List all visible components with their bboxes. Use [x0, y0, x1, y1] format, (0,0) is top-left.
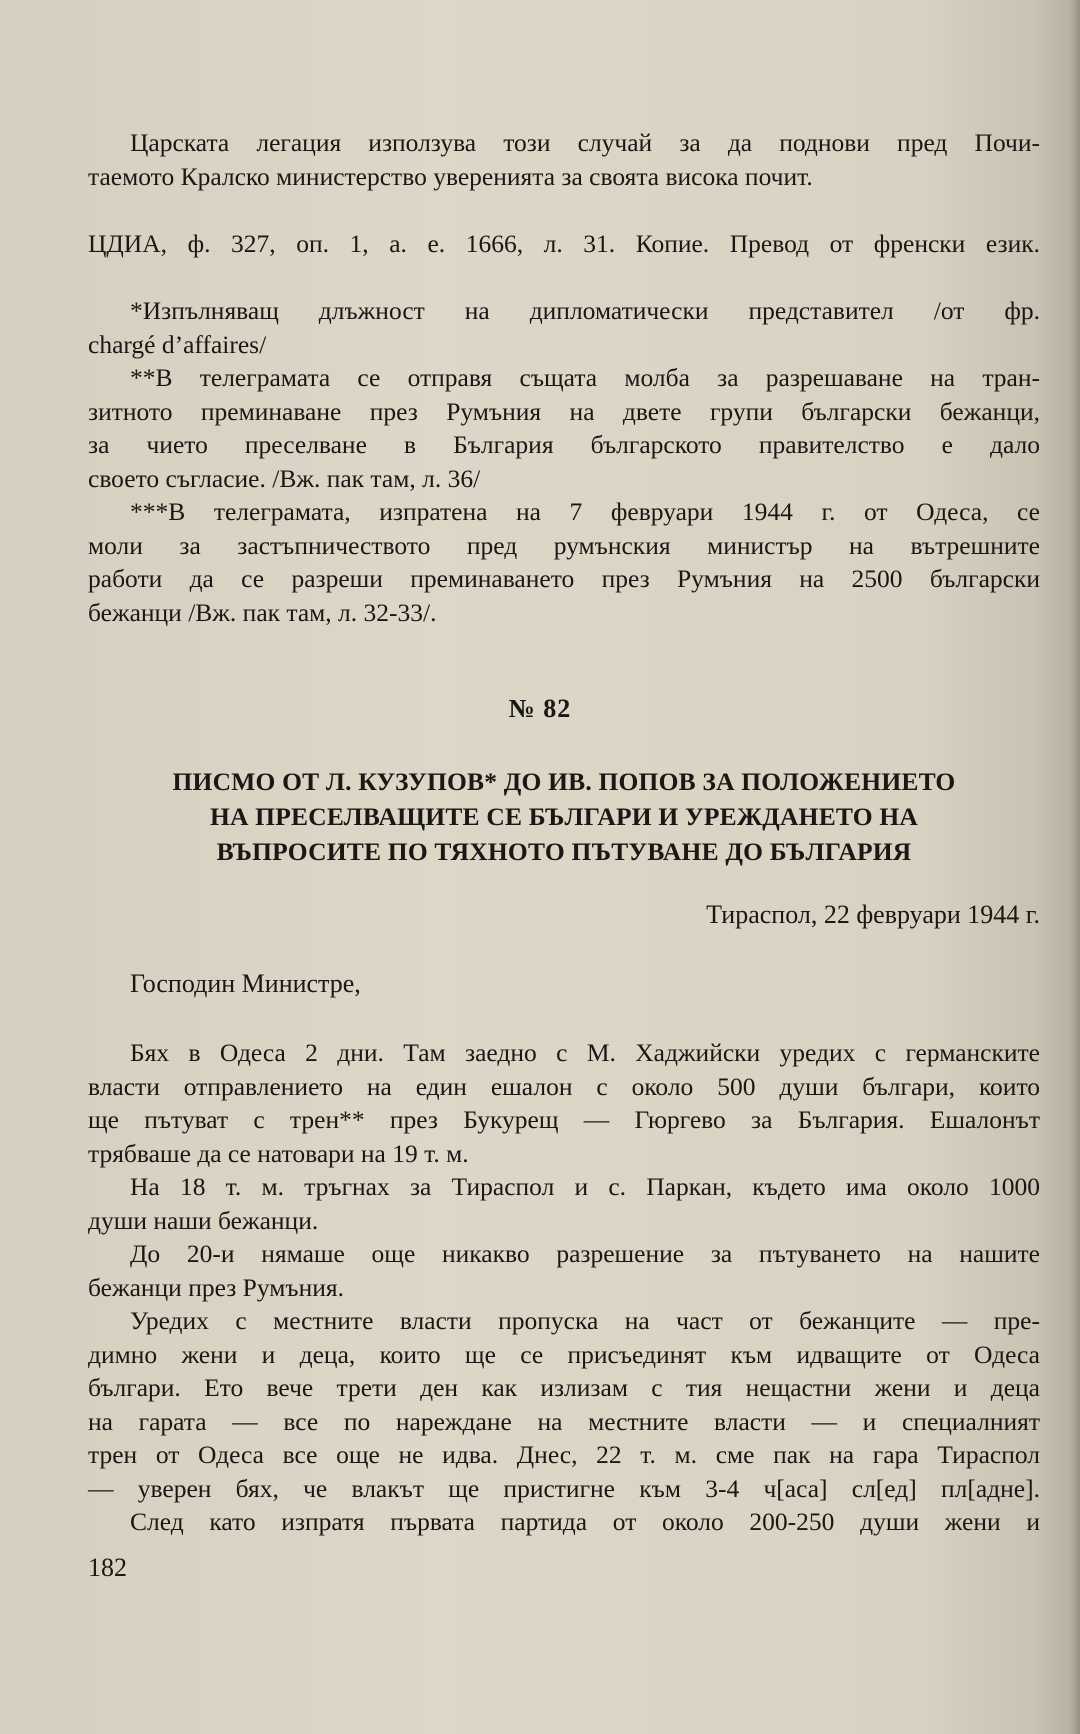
footnote-3-line: ***В телеграмата, изпратена на 7 февруари 1944 г. от Одеса, се	[130, 497, 1040, 526]
body-line: власти отправлението на един ешалон с около 500 души българи, които	[88, 1071, 1040, 1101]
top-paragraph	[88, 126, 1040, 193]
place-date: Тираспол, 22 февруари 1944 г.	[706, 900, 1040, 929]
footnote-2-line: **В телеграмата се отправя същата молба за разрешаване на тран-	[130, 363, 1040, 392]
body-line: — уверен бях, че влакът ще пристигне към 3-4 ч[аса] сл[ед] пл[адне].	[88, 1473, 1040, 1503]
body-line: българи. Ето вече трети ден как излизам с тия нещастни жени и деца	[88, 1373, 1040, 1402]
text-line: таемото Кралско министерство уверенията за своята висока почит.	[88, 161, 813, 191]
footnotes	[88, 294, 1040, 629]
footnote-2-line: зитното преминаване през Румъния на двете групи български бежанци,	[88, 396, 1040, 426]
body-line: бежанци през Румъния.	[88, 1272, 344, 1302]
text-line: Царската легация използува този случай за да поднови пред Почи-	[130, 128, 1040, 157]
body-line: Уредих с местните власти пропуска на част от бежанците — пре-	[130, 1306, 1040, 1335]
footnote-3-line: моли за застъпничеството пред румънския министър на вътрешните	[88, 530, 1040, 560]
footnote-1-line: chargé d’affaires/	[88, 329, 267, 359]
body-line: ще пътуват с трен** през Букурещ — Гюргево за България. Ешалонът	[88, 1105, 1040, 1134]
body-line: трябваше да се натовари на 19 т. м.	[88, 1138, 469, 1168]
title-line: НА ПРЕСЕЛВАЩИТЕ СЕ БЪЛГАРИ И УРЕЖДАНЕТО НА	[209, 802, 919, 831]
body-line: До 20-и нямаше още никакво разрешение за пътуването на нашите	[130, 1239, 1040, 1268]
body-line: Бях в Одеса 2 дни. Там заедно с М. Хаджийски уредих с германските	[130, 1038, 1040, 1067]
footnote-3-line: бежанци /Вж. пак там, л. 32-33/.	[88, 597, 437, 627]
title-line: ПИСМО ОТ Л. КУЗУПОВ* ДО ИВ. ПОПОВ ЗА ПОЛОЖЕНИЕТО	[172, 767, 956, 796]
footnote-2-line: своето съгласие. /Вж. пак там, л. 36/	[88, 463, 481, 493]
document-number: № 82	[508, 694, 572, 723]
footnote-3-line: работи да се разреши преминаването през Румъния на 2500 български	[88, 564, 1040, 593]
text-line: ЦДИА, ф. 327, оп. 1, а. е. 1666, л. 31. Копие. Превод от френски език.	[88, 229, 1040, 258]
letter-body	[88, 1036, 1040, 1539]
body-line: трен от Одеса все още не идва. Днес, 22 т. м. сме пак на гара Тираспол	[88, 1440, 1040, 1469]
footnote-1-line: *Изпълняващ длъжност на дипломатически представител /от фр.	[130, 296, 1040, 325]
document-title	[88, 764, 1040, 869]
body-line: На 18 т. м. тръгнах за Тираспол и с. Паркан, където има около 1000	[130, 1172, 1040, 1201]
title-line: ВЪПРОСИТЕ ПО ТЯХНОТО ПЪТУВАНЕ ДО БЪЛГАРИЯ	[216, 837, 912, 866]
body-line: на гарата — все по нареждане на местните власти — и специалният	[88, 1406, 1040, 1436]
body-line: димно жени и деца, които ще се присъединят към идващите от Одеса	[88, 1339, 1040, 1369]
salutation: Господин Министре,	[130, 969, 361, 998]
footnote-2-line: за чието преселване в България българското правителство е дало	[88, 430, 1040, 459]
page-number: 182	[88, 1553, 127, 1582]
body-line: души наши бежанци.	[88, 1205, 319, 1235]
body-line: След като изпратя първата партида от около 200-250 души жени и	[130, 1507, 1040, 1536]
page-edge-shadow	[1070, 0, 1080, 1734]
archive-reference	[88, 227, 1040, 261]
